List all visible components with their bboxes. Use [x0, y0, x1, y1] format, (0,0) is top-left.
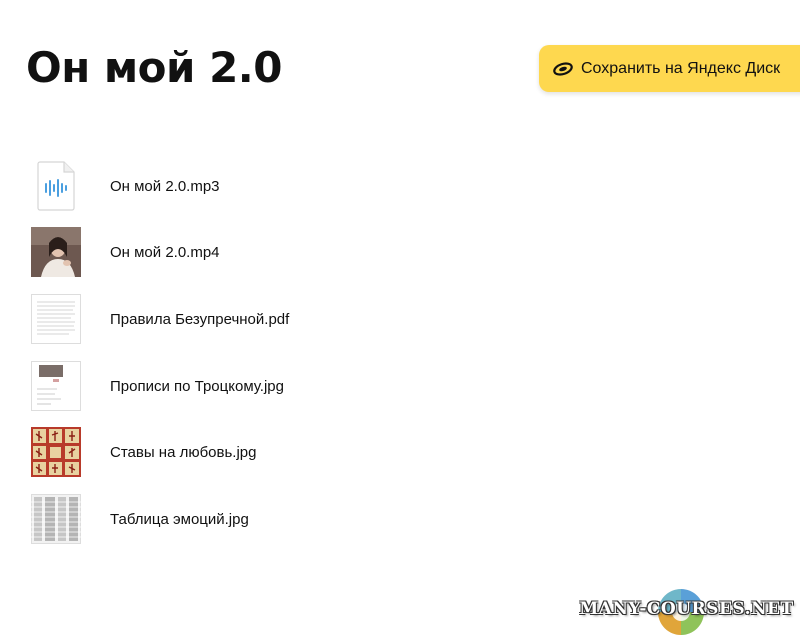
video-thumbnail [30, 226, 82, 278]
file-item[interactable] [30, 424, 530, 480]
pdf-thumbnail [30, 293, 82, 345]
file-item[interactable] [30, 224, 530, 280]
file-name: Он мой 2.0.mp3 [110, 177, 220, 195]
image-thumbnail [30, 426, 82, 478]
file-item[interactable] [30, 491, 530, 547]
page-title: Он мой 2.0 [26, 43, 282, 92]
file-item[interactable] [30, 358, 530, 414]
image-thumbnail [30, 360, 82, 412]
file-name: Правила Безупречной.pdf [110, 310, 290, 328]
save-to-yandex-disk-button[interactable] [539, 45, 800, 92]
file-name: Таблица эмоций.jpg [110, 510, 249, 528]
watermark [579, 586, 794, 638]
image-thumbnail [30, 493, 82, 545]
watermark-text: MANY-COURSES.NET [579, 599, 794, 619]
file-name: Прописи по Троцкому.jpg [110, 377, 284, 395]
yandex-disk-icon [553, 62, 573, 76]
file-name: Ставы на любовь.jpg [110, 443, 257, 461]
audio-file-icon [30, 160, 82, 212]
file-name: Он мой 2.0.mp4 [110, 243, 220, 261]
file-item[interactable] [30, 158, 530, 214]
save-button-label: Сохранить на Яндекс Диск [581, 59, 781, 77]
file-item[interactable] [30, 291, 530, 347]
